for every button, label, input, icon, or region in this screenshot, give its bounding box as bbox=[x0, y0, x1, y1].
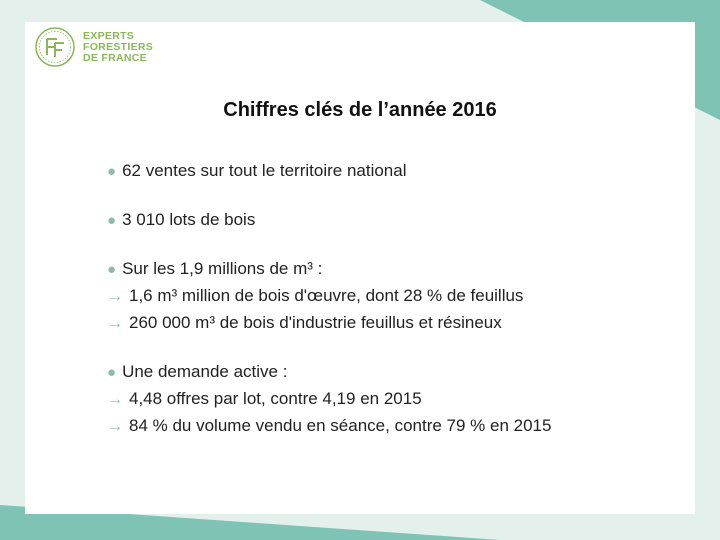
sub-item-text: 1,6 m³ million de bois d'œuvre, dont 28 % de feuillus bbox=[129, 286, 524, 305]
bullet-text: 62 ventes sur tout le territoire national bbox=[122, 161, 407, 180]
sub-item-text: 4,48 offres par lot, contre 4,19 en 2015 bbox=[129, 389, 422, 408]
arrow-right-icon: → bbox=[107, 418, 123, 435]
arrow-right-icon: → bbox=[107, 315, 123, 332]
bullet-icon: ● bbox=[107, 364, 117, 381]
bullet-icon: ● bbox=[107, 261, 117, 278]
bullet-list bbox=[107, 157, 677, 439]
bullet-text: 3 010 lots de bois bbox=[122, 210, 256, 229]
slide-title: Chiffres clés de l’année 2016 bbox=[223, 99, 497, 121]
bullet-text: Sur les 1,9 millions de m³ : bbox=[122, 259, 323, 278]
logo-line: FORESTIERS bbox=[83, 41, 154, 53]
sub-item bbox=[107, 385, 677, 412]
bullet-icon: ● bbox=[107, 212, 117, 229]
arrow-right-icon: → bbox=[107, 391, 123, 408]
sub-item-text: 84 % du volume vendu en séance, contre 79 % en 2015 bbox=[129, 416, 552, 435]
slide-card bbox=[25, 22, 695, 514]
sub-item-text: 260 000 m³ de bois d'industrie feuillus et résineux bbox=[129, 313, 502, 332]
sub-item bbox=[107, 309, 677, 336]
bullet-item bbox=[107, 358, 677, 385]
sub-item bbox=[107, 412, 677, 439]
bullet-item bbox=[107, 255, 677, 282]
sub-item bbox=[107, 282, 677, 309]
logo-line: EXPERTS bbox=[83, 30, 135, 42]
logo-text bbox=[83, 31, 153, 64]
logo bbox=[33, 25, 193, 80]
bullet-item bbox=[107, 206, 677, 233]
arrow-right-icon: → bbox=[107, 288, 123, 305]
bullet-icon: ● bbox=[107, 163, 117, 180]
logo-emblem-icon bbox=[33, 25, 77, 69]
logo-line: DE FRANCE bbox=[83, 52, 147, 64]
bullet-text: Une demande active : bbox=[122, 362, 288, 381]
bullet-item bbox=[107, 157, 677, 184]
